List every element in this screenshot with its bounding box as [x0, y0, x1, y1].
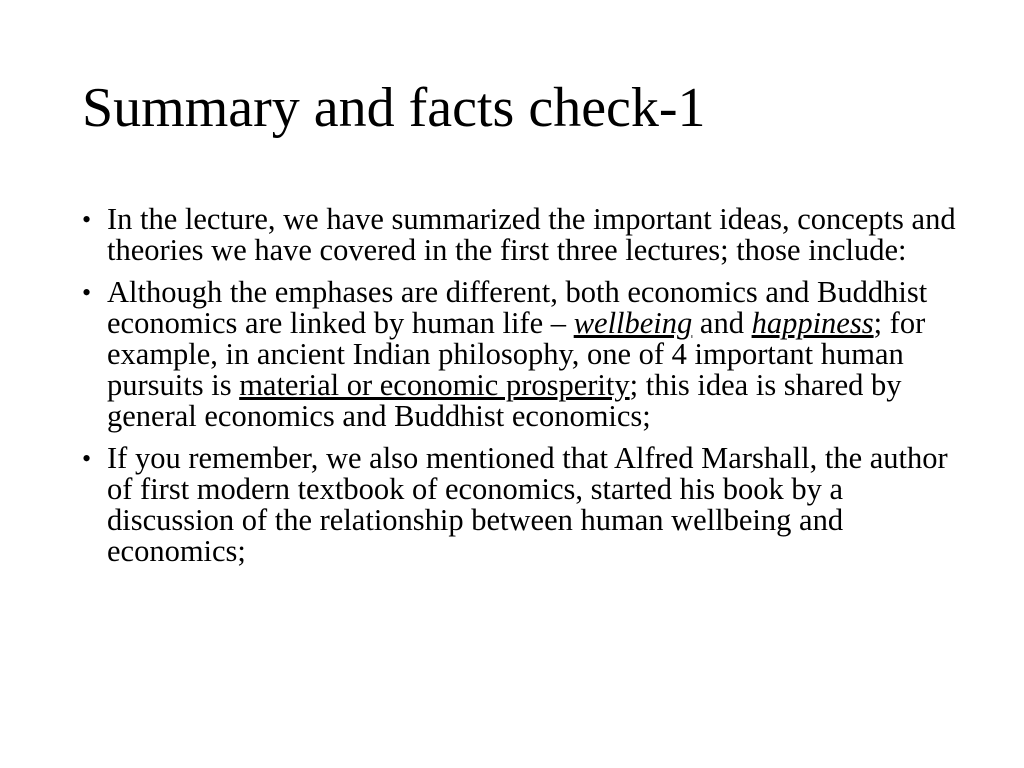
bullet-icon: • — [82, 205, 92, 234]
term-wellbeing: wellbeing — [573, 306, 693, 340]
bullet-text-3: If you remember, we also mentioned that Alfred Marshall, the author of first modern textbook of economics, started his book by a discussion of the relationship between human wellbeing and economics; — [107, 441, 948, 568]
bullet-icon: • — [82, 444, 92, 473]
bullet-text-2-part2: and — [692, 306, 752, 340]
term-happiness: happiness — [751, 306, 874, 340]
bullet-text-2-part3: ; for example, in ancient Indian philosophy, one of 4 important human pursuits is — [107, 306, 926, 402]
bullet-text-1: In the lecture, we have summarized the important ideas, concepts and theories we have covered in the first three lectures; those include: — [107, 202, 956, 267]
bullet-icon: • — [82, 278, 92, 307]
bullet-text-2-part1: Although the emphases are different, both economics and Buddhist economics are linked by human life – — [107, 275, 928, 340]
bullet-item-3 — [82, 443, 962, 567]
term-material-prosperity: material or economic prosperity — [239, 368, 630, 402]
bullet-item-2 — [82, 277, 962, 432]
bullet-item-1 — [82, 204, 962, 266]
bullet-list — [82, 204, 962, 578]
bullet-text-2-part4: ; this idea is shared by general economics and Buddhist economics; — [107, 368, 902, 433]
slide-title: Summary and facts check-1 — [82, 77, 706, 139]
